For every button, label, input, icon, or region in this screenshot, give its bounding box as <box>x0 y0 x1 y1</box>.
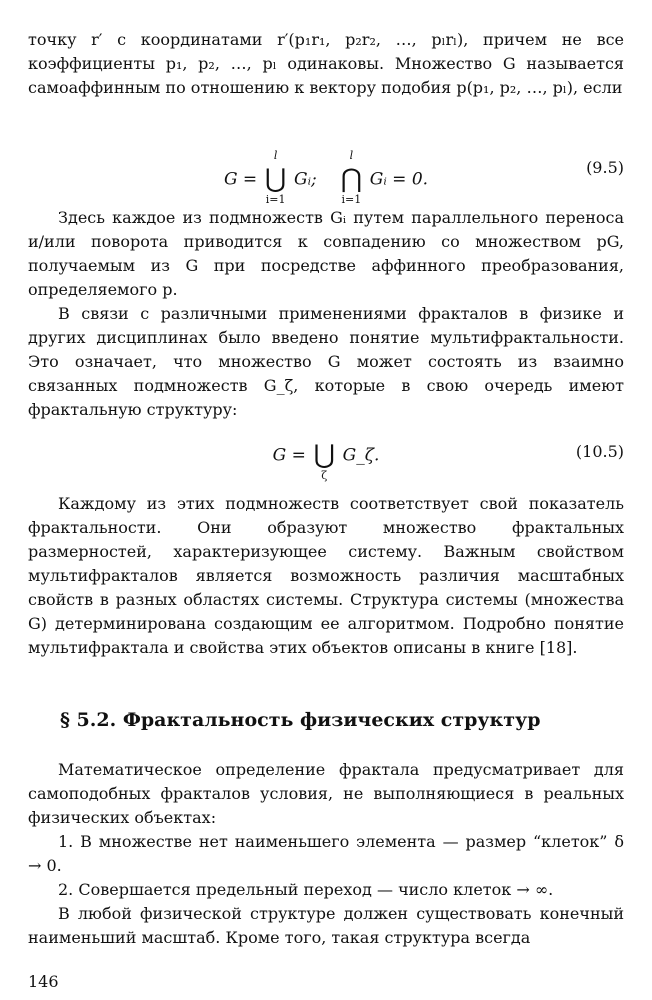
eq2-lhs: G = <box>272 445 306 466</box>
union-lower-limit: i=1 <box>265 193 286 206</box>
equation-10-5-body <box>28 428 624 484</box>
paragraph-fractal-dimensions: Каждому из этих подмножеств соответствует свой показатель фрактальности. Они образуют множество фрактальных размерностей, характеризующее систему. Важным свойством мультифракталов является возможность различия масштабных свойств в разных областях системы. Структура системы (множества G) детерминирована создающим ее алгоритмом. Подробно понятие мультифрактала и свойства этих объектов описаны в книге [18]. <box>28 494 624 657</box>
eq1-term1: Gᵢ; <box>294 169 317 190</box>
paragraph-physical-structure: В любой физической структуре должен существовать конечный наименьший масштаб. Кроме того, такая структура всегда <box>28 904 624 947</box>
eq1-lhs: G = <box>223 169 258 190</box>
intersection-lower-limit: i=1 <box>341 193 362 206</box>
equation-number-10-5: (10.5) <box>575 442 624 461</box>
equation-9-5-body <box>28 149 624 208</box>
list-item-1: 1. В множестве нет наименьшего элемента — размер “клеток” δ → 0. <box>28 832 624 875</box>
list-item-2: 2. Совершается предельный переход — число клеток → ∞. <box>58 880 554 899</box>
page-number: 146 <box>28 972 59 991</box>
intersection-operator: l ⋂ i=1 <box>340 149 363 206</box>
paragraph-multifractality: В связи с различными применениями фракталов в физике и других дисциплинах было введено понятие мультифрактальности. Это означает, что множество G может состоять из взаимно связанных подмножеств G_ζ, которые в свою очередь имеют фрактальную структуру: <box>28 304 624 419</box>
equation-number-9-5: (9.5) <box>586 158 624 177</box>
intersection-upper-limit: l <box>349 149 354 162</box>
equation-9-5 <box>28 136 624 206</box>
union-operator-2: ⋃ ζ <box>313 440 335 482</box>
equation-10-5 <box>28 420 624 484</box>
section-title: § 5.2. Фрактальность физических структур <box>60 709 541 731</box>
paragraph-math-definition: Математическое определение фрактала предусматривает для самоподобных фракталов условия, не выполняющиеся в реальных физических объектах: <box>28 760 624 827</box>
paragraph-subsets: Здесь каждое из подмножеств Gᵢ путем параллельного переноса и/или поворота приводится к совпадению со множеством pG, получаемым из G при посредстве аффинного преобразования, определяемого p. <box>28 208 624 299</box>
eq1-term2: Gᵢ = 0. <box>369 169 429 190</box>
eq2-term: G_ζ. <box>342 445 380 466</box>
paragraph-self-affine-definition: точку r′ с координатами r′(p₁r₁, p₂r₂, …, pₗrₗ), причем не все коэффициенты p₁, p₂, …, pₗ одинаковы. Множество G называется самоаффинным по отношению к вектору подобия p(p₁, p₂, …, pₗ), если <box>28 30 624 97</box>
union-operator: l ⋃ i=1 <box>264 149 287 206</box>
union-2-lower-limit: ζ <box>321 469 328 482</box>
union-upper-limit: l <box>273 149 278 162</box>
